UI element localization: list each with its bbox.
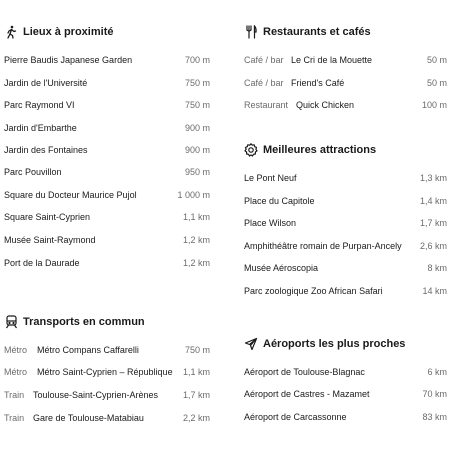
place-distance: 950 m: [184, 167, 210, 177]
attractions-section: [244, 141, 447, 301]
place-distance: 83 km: [422, 412, 447, 422]
place-distance: 1,2 km: [182, 235, 210, 245]
place-name: Place Wilson: [244, 218, 297, 228]
place-name: Friend's Café: [291, 78, 345, 88]
restaurants-title: Restaurants et cafés: [263, 26, 371, 38]
place-distance: 750 m: [184, 345, 210, 355]
place-distance: 750 m: [184, 78, 210, 88]
list-item[interactable]: [4, 121, 210, 135]
attractions-header: [244, 141, 447, 159]
list-item[interactable]: [4, 210, 210, 224]
place-distance: 1,2 km: [182, 258, 210, 268]
place-distance: 1,4 km: [419, 196, 447, 206]
list-item[interactable]: [244, 76, 447, 90]
list-item[interactable]: [4, 143, 210, 157]
list-item[interactable]: [4, 76, 210, 90]
place-distance: 1 000 m: [177, 190, 210, 200]
list-item[interactable]: [244, 239, 447, 253]
airports-section: [244, 335, 447, 425]
place-type: Restaurant: [244, 100, 289, 110]
list-item[interactable]: [4, 165, 210, 179]
place-distance: 2,6 km: [419, 241, 447, 251]
place-distance: 900 m: [184, 123, 210, 133]
place-distance: 900 m: [184, 145, 210, 155]
transport-section: [4, 313, 210, 425]
list-item[interactable]: [4, 53, 210, 67]
list-item[interactable]: [244, 365, 447, 379]
place-type: Café / bar: [244, 78, 284, 88]
place-distance: 750 m: [184, 100, 210, 110]
place-name: Parc Raymond VI: [4, 100, 75, 110]
transport-header: [4, 313, 210, 331]
place-distance: 14 km: [422, 286, 447, 296]
place-name: Le Pont Neuf: [244, 173, 297, 183]
list-item[interactable]: [4, 388, 210, 402]
place-distance: 50 m: [426, 55, 447, 65]
nearby-header: [4, 23, 210, 41]
place-name: Quick Chicken: [296, 100, 355, 110]
place-distance: 1,7 km: [419, 218, 447, 228]
list-item[interactable]: [4, 411, 210, 425]
list-item[interactable]: [4, 365, 210, 379]
list-item[interactable]: [4, 343, 210, 357]
place-name: Jardin de l'Université: [4, 78, 88, 88]
place-distance: 8 km: [427, 263, 447, 273]
place-distance: 700 m: [184, 55, 210, 65]
place-name: Square du Docteur Maurice Pujol: [4, 190, 137, 200]
place-name: Le Cri de la Mouette: [291, 55, 373, 65]
place-name: Jardin des Fontaines: [4, 145, 88, 155]
list-item[interactable]: [244, 194, 447, 208]
place-distance: 1,1 km: [182, 367, 210, 377]
attractions-title: Meilleures attractions: [263, 144, 377, 156]
airports-header: [244, 335, 447, 353]
fork-knife-icon: [244, 25, 258, 39]
place-name: Gare de Toulouse-Matabiau: [33, 413, 144, 423]
airports-title: Aéroports les plus proches: [263, 338, 406, 350]
place-type: Café / bar: [244, 55, 284, 65]
place-type: Train: [4, 390, 25, 400]
place-distance: 6 km: [427, 367, 447, 377]
place-type: Métro: [4, 367, 28, 377]
list-item[interactable]: [244, 53, 447, 67]
nearby-section: [4, 23, 210, 273]
list-item[interactable]: [244, 410, 447, 424]
place-name: Aéroport de Toulouse-Blagnac: [244, 367, 365, 377]
place-name: Métro Compans Caffarelli: [37, 345, 139, 355]
place-distance: 50 m: [426, 78, 447, 88]
list-item[interactable]: [244, 261, 447, 275]
list-item[interactable]: [4, 98, 210, 112]
list-item[interactable]: [4, 188, 210, 202]
place-distance: 1,7 km: [182, 390, 210, 400]
place-name: Pierre Baudis Japanese Garden: [4, 55, 133, 65]
list-item[interactable]: [4, 256, 210, 270]
restaurants-header: [244, 23, 447, 41]
restaurants-section: [244, 23, 447, 113]
list-item[interactable]: [4, 233, 210, 247]
gear-badge-icon: [244, 143, 258, 157]
place-name: Aéroport de Carcassonne: [244, 412, 347, 422]
place-name: Amphithéâtre romain de Purpan-Ancely: [244, 241, 402, 251]
place-distance: 1,1 km: [182, 212, 210, 222]
place-name: Parc zoologique Zoo African Safari: [244, 286, 383, 296]
transport-title: Transports en commun: [23, 316, 145, 328]
list-item[interactable]: [244, 284, 447, 298]
place-distance: 100 m: [421, 100, 447, 110]
place-distance: 70 km: [422, 389, 447, 399]
place-name: Square Saint-Cyprien: [4, 212, 91, 222]
place-name: Musée Aéroscopia: [244, 263, 319, 273]
place-name: Place du Capitole: [244, 196, 315, 206]
list-item[interactable]: [244, 98, 447, 112]
list-item[interactable]: [244, 387, 447, 401]
list-item[interactable]: [244, 171, 447, 185]
list-item[interactable]: [244, 216, 447, 230]
place-name: Métro Saint-Cyprien – République: [37, 367, 173, 377]
train-icon: [4, 315, 18, 329]
walking-person-icon: [4, 25, 18, 39]
place-distance: 1,3 km: [419, 173, 447, 183]
airplane-icon: [244, 337, 258, 351]
place-type: Train: [4, 413, 25, 423]
place-name: Musée Saint-Raymond: [4, 235, 96, 245]
place-name: Port de la Daurade: [4, 258, 80, 268]
place-name: Aéroport de Castres - Mazamet: [244, 389, 370, 399]
place-name: Jardin d'Embarthe: [4, 123, 77, 133]
place-type: Métro: [4, 345, 28, 355]
place-name: Parc Pouvillon: [4, 167, 62, 177]
place-name: Toulouse-Saint-Cyprien-Arènes: [33, 390, 159, 400]
nearby-title: Lieux à proximité: [23, 26, 114, 38]
place-distance: 2,2 km: [182, 413, 210, 423]
